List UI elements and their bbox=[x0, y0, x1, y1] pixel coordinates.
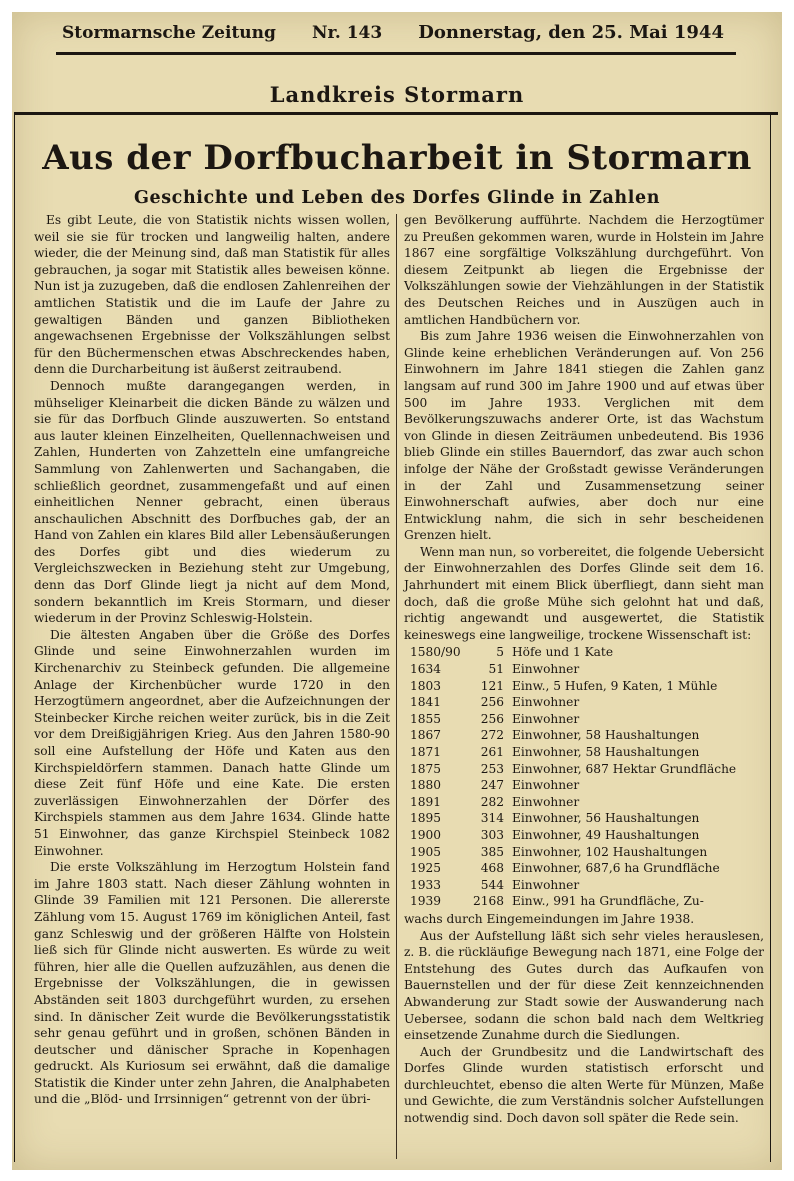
population-year-cell: 1933 bbox=[410, 877, 442, 892]
left-frame-rule bbox=[14, 112, 15, 1162]
population-text-cell: Einw., 5 Hufen, 9 Katen, 1 Mühle bbox=[512, 678, 718, 693]
masthead-rule bbox=[56, 52, 736, 55]
newspaper-name: Stormarnsche Zeitung bbox=[62, 23, 276, 43]
table-row bbox=[410, 694, 736, 711]
article-headline: Aus der Dorfbucharbeit in Stormarn bbox=[42, 138, 752, 178]
paragraph: Aus der Aufstellung läßt sich sehr vieles herauslesen, z. B. die rückläufige Bewegung nach 1871, eine Folge der Entstehung des Gutes durch das Aufkaufen von Bauernstellen und der für diese Zeit kennzeichnenden Abwanderung zur Stadt sowie der Auswanderung nach Uebersee, sodann die schon bald nach dem Weltkrieg einsetzende Zunahme durch die Siedlungen. bbox=[404, 928, 764, 1043]
table-row bbox=[410, 678, 736, 695]
table-row bbox=[410, 661, 736, 678]
population-count-cell: 282 bbox=[480, 794, 504, 809]
paragraph: Die ältesten Angaben über die Größe des Dorfes Glinde und seine Einwohnerzahlen wurden im Kirchenarchiv zu Steinbeck gefunden. Die allgemeine Anlage der Kirchenbücher wurde 1720 in den Herzogtümern angeordnet, aber die Aufzeichnungen der Steinbecker Kirche reichen weiter zurück, bis in die Zeit vor dem Dreißigjährigen Krieg. Aus den Jahren 1580-90 soll eine Aufstellung der Höfe und Katen aus den Kirchspieldörfern stammen. Danach hatte Glinde um diese Zeit fünf Höfe und eine Kate. Die ersten zuverlässigen Einwohnerzahlen der Dörfer des Kirchspiels stammen aus dem Jahre 1634. Glinde hatte 51 Einwohner, das ganze Kirchspiel Steinbeck 1082 Einwohner. bbox=[34, 627, 390, 858]
population-text-cell: Einwohner bbox=[512, 711, 580, 726]
paragraph: wachs durch Eingemeindungen im Jahre 1938. bbox=[404, 911, 695, 926]
population-year-cell: 1880 bbox=[410, 778, 442, 793]
section-title: Landkreis Stormarn bbox=[269, 82, 525, 107]
table-row bbox=[410, 727, 736, 744]
article-subheadline: Geschichte und Leben des Dorfes Glinde in Zahlen bbox=[133, 188, 661, 208]
population-year-cell: 1803 bbox=[410, 678, 442, 693]
population-text-cell: Einwohner, 687,6 ha Grundfläche bbox=[512, 861, 720, 876]
paragraph: Wenn man nun, so vorbereitet, die folgende Uebersicht der Einwohnerzahlen des Dorfes Glinde seit dem 16. Jahrhundert mit einem Blick überfliegt, dann sieht man doch, daß die große Mühe sich gelohnt hat und daß, richtig angewandt und ausgewertet, die Statistik keineswegs eine langweilige, trockene Wissenschaft ist: bbox=[404, 544, 764, 642]
population-count-cell: 51 bbox=[488, 662, 504, 677]
table-row bbox=[410, 827, 736, 844]
table-row bbox=[410, 893, 736, 910]
population-year-cell: 1925 bbox=[410, 861, 442, 876]
population-count-cell: 253 bbox=[480, 761, 504, 776]
paragraph: Dennoch mußte darangegangen werden, in mühseliger Kleinarbeit die dicken Bände zu wälzen und sie für das Dorfbuch Glinde auszuwerten. So entstand aus lauter kleinen Einzelheiten, Quellennachweisen und Zahlen, Hunderten von Zahzetteln eine umfangreiche Sammlung von Zahlenwerten und Sachangaben, die schließlich geordnet, zusammengefaßt und auf einen einheitlichen Nenner gebracht, einen überaus anschaulichen Abschnitt des Dorfbuches gab, der an Hand von Zahlen ein klares Bild aller Lebensäußerungen des Dorfes gibt und dies wiederum zu Vergleichszwecken in Beziehung steht zur Umgebung, denn das Dorf Glinde liegt ja nicht auf dem Mond, sondern bekanntlich im Kreis Stormarn, und dieser wiederum in der Provinz Schleswig-Holstein. bbox=[34, 378, 390, 626]
population-year-cell: 1634 bbox=[410, 662, 442, 677]
population-text-cell: Einwohner, 687 Hektar Grundfläche bbox=[512, 761, 737, 776]
population-count-cell: 256 bbox=[480, 695, 504, 710]
paragraph: Es gibt Leute, die von Statistik nichts wissen wollen, weil sie sie für trocken und langweilig halten, andere wieder, die der Meinung sind, daß man Statistik für alles gebrauchen, ja sogar mit Statistik alles beweisen könne. Nun ist ja zuzugeben, daß die endlosen Zahlenreihen der amtlichen Statistik und die im Laufe der Jahre zu gewaltigen Bänden und ganzen Bibliotheken angewachsenen Ergebnisse der Volkszählungen selbst für den Büchermenschen etwas Abschreckendes haben, denn die Durcharbeitung ist äußerst zeitraubend. bbox=[34, 213, 390, 377]
table-row bbox=[410, 644, 736, 661]
masthead bbox=[62, 22, 724, 43]
population-text-cell: Einwohner bbox=[512, 877, 580, 892]
article-left-column bbox=[34, 212, 390, 1108]
population-text-cell: Einwohner bbox=[512, 794, 580, 809]
table-row bbox=[410, 761, 736, 778]
population-text-cell: Einwohner bbox=[512, 778, 580, 793]
table-row bbox=[410, 810, 736, 827]
article-right-column bbox=[404, 212, 764, 1127]
issue-date: Donnerstag, den 25. Mai 1944 bbox=[418, 22, 724, 43]
paragraph: Die erste Volkszählung im Herzogtum Holstein fand im Jahre 1803 statt. Nach dieser Zählung wohnten in Glinde 39 Familien mit 121 Personen. Die allererste Zählung vom 15. August 1769 im königlichen Anteil, fast ganz Schleswig und der größeren Hälfte von Holstein ließ sich für Glinde nicht auswerten. Es würde zu weit führen, hier alle die Quellen aufzuzählen, aus denen die Ergebnisse der Volkszählungen, die in gewissen Abständen seit 1803 durchgeführt wurden, zu ersehen sind. In dänischer Zeit wurde die Bevölkerungsstatistik sehr genau geführt und in großen, schönen Bänden in deutscher und dänischer Sprache in Kopenhagen gedruckt. Als Kuriosum sei erwähnt, daß die damalige Statistik die Kinder unter zehn Jahren, die Analphabeten und die „Blöd- und Irrsinnigen“ getrennt von der übri- bbox=[34, 860, 390, 1107]
population-table bbox=[410, 644, 736, 910]
population-year-cell: 1900 bbox=[410, 827, 442, 842]
population-text-cell: Einwohner, 58 Haushaltungen bbox=[512, 745, 700, 759]
population-count-cell: 468 bbox=[480, 861, 504, 876]
paragraph: Auch der Grundbesitz und die Landwirtschaft des Dorfes Glinde wurden statistisch erforscht und durchleuchtet, ebenso die alten Werte für Münzen, Maße und Gewichte, die zum Verständnis solcher Aufstellungen notwendig sind. Doch davon soll später die Rede sein. bbox=[404, 1044, 764, 1126]
population-count-cell: 5 bbox=[496, 645, 504, 660]
population-year-cell: 1580/90 bbox=[410, 645, 461, 660]
population-year-cell: 1867 bbox=[410, 728, 442, 743]
population-count-cell: 261 bbox=[480, 745, 504, 759]
population-text-cell: Einwohner bbox=[512, 662, 580, 677]
population-count-cell: 544 bbox=[480, 877, 504, 892]
population-count-cell: 385 bbox=[480, 844, 504, 859]
population-year-cell: 1875 bbox=[410, 761, 442, 776]
table-row bbox=[410, 877, 736, 894]
right-frame-rule bbox=[770, 112, 771, 1162]
population-text-cell: Höfe und 1 Kate bbox=[512, 645, 614, 660]
population-year-cell: 1841 bbox=[410, 695, 442, 710]
column-divider bbox=[396, 214, 397, 1159]
paragraph: gen Bevölkerung aufführte. Nachdem die Herzogtümer zu Preußen gekommen waren, wurde in Holstein im Jahre 1867 eine sorgfältige Volkszählung durchgeführt. Von diesem Zeitpunkt ab liegen die Ergebnisse der Volkszählungen sowie der Viehzählungen in der Statistik des Deutschen Reiches und in Auszügen auch in amtlichen Handbüchern vor. bbox=[404, 213, 764, 327]
population-year-cell: 1905 bbox=[410, 844, 442, 859]
population-count-cell: 247 bbox=[480, 778, 504, 793]
population-count-cell: 121 bbox=[480, 678, 504, 693]
population-text-cell: Einw., 991 ha Grundfläche, Zu- bbox=[512, 894, 704, 909]
paragraph: Bis zum Jahre 1936 weisen die Einwohnerzahlen von Glinde keine erheblichen Veränderungen auf. Von 256 Einwohnern im Jahre 1841 stiegen die Zahlen ganz langsam auf rund 300 im Jahre 1900 und auf etwas über 500 im Jahre 1933. Verglichen mit dem Bevölkerungszuwachs anderer Orte, ist das Wachstum von Glinde in diesen Zeiträumen unbedeutend. Bis 1936 blieb Glinde ein stilles Bauerndorf, das zwar auch schon infolge der Nähe der Großstadt gewisse Veränderungen in der Zahl und Zusammensetzung seiner Einwohnerschaft aufwies, aber doch nur eine Entwicklung nahm, die sich in sehr bescheidenen Grenzen hielt. bbox=[404, 329, 764, 543]
population-count-cell: 272 bbox=[480, 728, 504, 743]
population-count-cell: 256 bbox=[480, 711, 504, 726]
population-text-cell: Einwohner, 49 Haushaltungen bbox=[512, 827, 700, 842]
population-text-cell: Einwohner, 56 Haushaltungen bbox=[512, 811, 700, 826]
population-year-cell: 1895 bbox=[410, 811, 442, 826]
table-row bbox=[410, 860, 736, 877]
table-row bbox=[410, 794, 736, 811]
population-count-cell: 314 bbox=[480, 811, 504, 826]
population-year-cell: 1871 bbox=[410, 745, 442, 759]
population-text-cell: Einwohner, 58 Haushaltungen bbox=[512, 728, 700, 743]
issue-number: Nr. 143 bbox=[311, 23, 383, 43]
population-text-cell: Einwohner bbox=[512, 695, 580, 710]
population-year-cell: 1891 bbox=[410, 794, 442, 809]
population-count-cell: 2168 bbox=[472, 894, 504, 909]
population-year-cell: 1855 bbox=[410, 711, 442, 726]
section-rule bbox=[14, 112, 778, 115]
table-row bbox=[410, 777, 736, 794]
table-row bbox=[410, 844, 736, 861]
table-row bbox=[410, 744, 736, 761]
population-year-cell: 1939 bbox=[410, 894, 442, 909]
table-row bbox=[410, 711, 736, 728]
population-count-cell: 303 bbox=[480, 827, 504, 842]
population-text-cell: Einwohner, 102 Haushaltungen bbox=[512, 844, 708, 859]
